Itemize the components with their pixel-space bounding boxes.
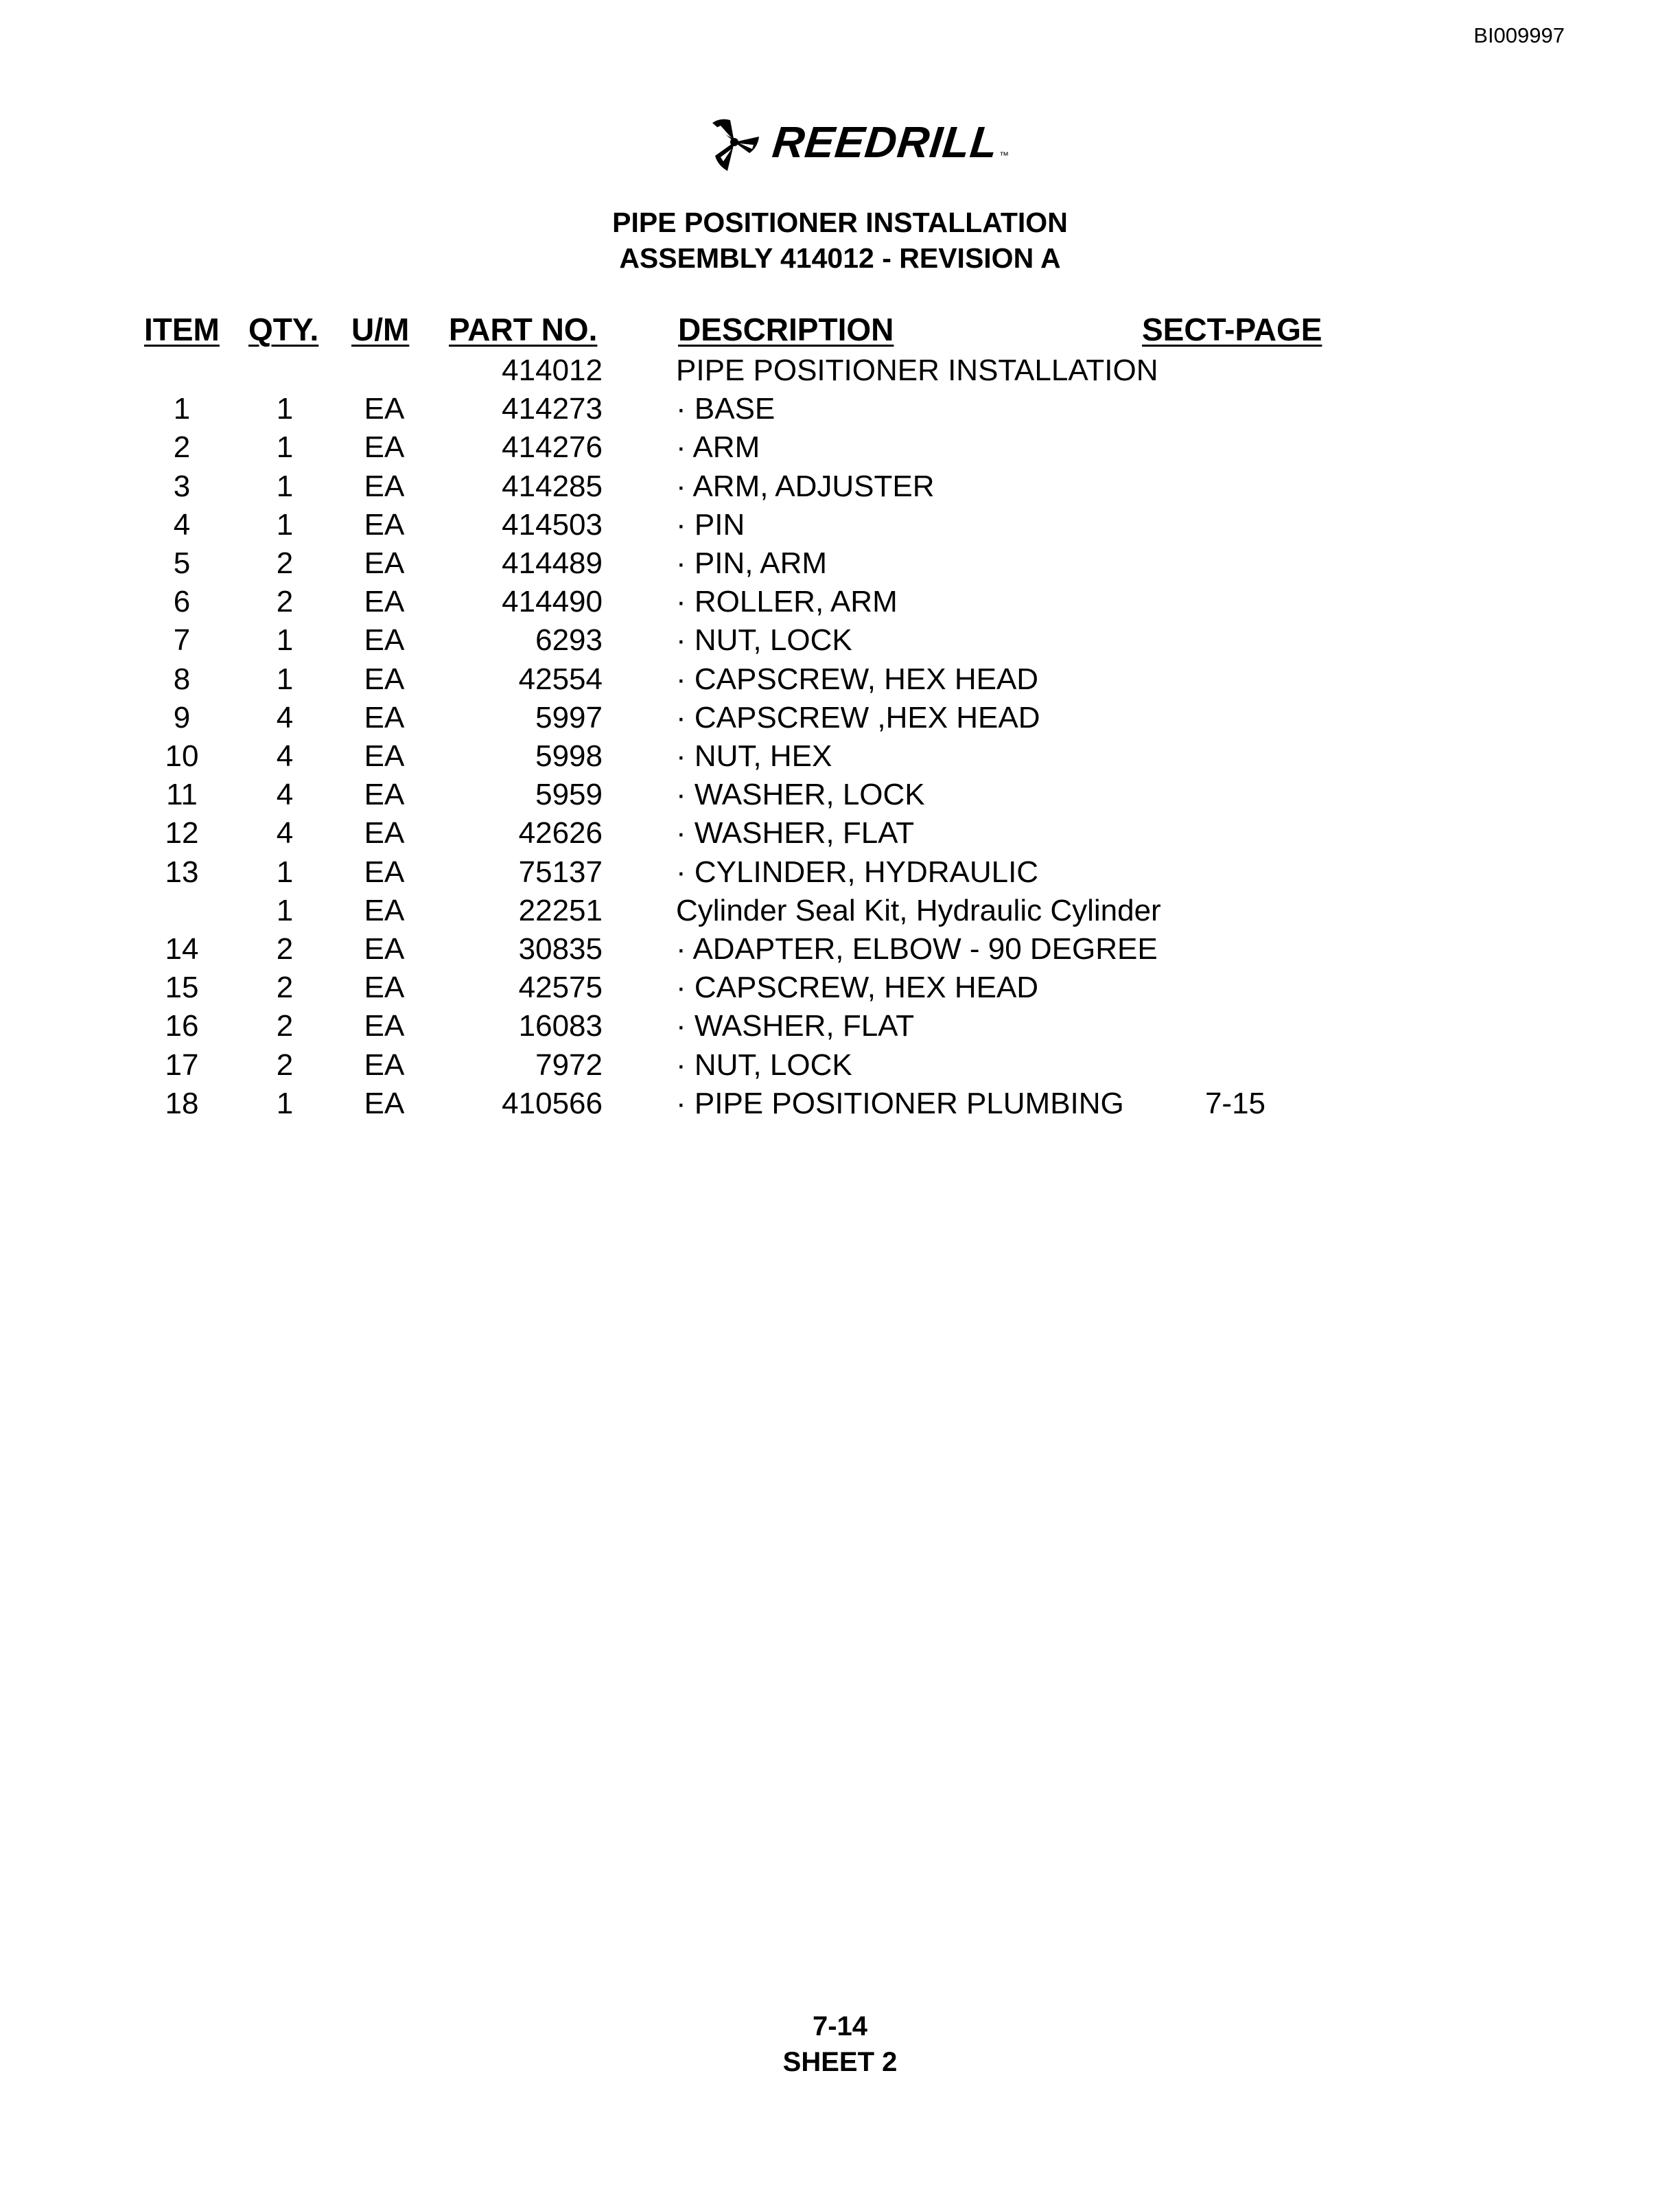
table-row — [0, 583, 1680, 621]
cell-qty: 2 — [276, 1009, 294, 1043]
cell-item: 11 — [166, 778, 198, 811]
cell-um: EA — [364, 470, 405, 503]
cell-part-no: 30835 — [518, 932, 603, 966]
cell-description: · CYLINDER, HYDRAULIC — [676, 855, 1039, 889]
cell-um: EA — [364, 971, 405, 1004]
sheet-number: SHEET 2 — [782, 2047, 898, 2077]
cell-item: 1 — [173, 392, 191, 426]
cell-description: PIPE POSITIONER INSTALLATION — [676, 354, 1158, 387]
cell-item: 15 — [165, 971, 199, 1004]
table-row — [0, 892, 1680, 930]
cell-sect-page: 7-15 — [1204, 1087, 1266, 1120]
table-row — [0, 1007, 1680, 1045]
cell-part-no: 414273 — [502, 392, 603, 426]
cell-qty: 1 — [276, 1087, 294, 1120]
header-part-no: PART NO. — [449, 312, 598, 347]
cell-item: 4 — [173, 508, 191, 542]
cell-description: · PIN, ARM — [676, 546, 828, 580]
reedrill-logo — [700, 104, 1009, 180]
header-qty: QTY. — [248, 312, 319, 347]
header-description: DESCRIPTION — [678, 312, 894, 347]
cell-qty: 2 — [276, 971, 294, 1004]
table-row — [0, 660, 1680, 699]
cell-um: EA — [364, 430, 405, 464]
cell-description: · PIN — [676, 508, 745, 542]
cell-um: EA — [364, 894, 405, 927]
table-row — [0, 621, 1680, 660]
cell-item: 9 — [173, 701, 191, 734]
table-row — [0, 467, 1680, 506]
cell-part-no: 6293 — [535, 623, 603, 657]
logo-wordmark — [770, 117, 1001, 167]
cell-part-no: 5959 — [535, 778, 603, 811]
cell-um: EA — [364, 739, 405, 773]
cell-um: EA — [364, 778, 405, 811]
cell-description: · NUT, LOCK — [676, 623, 852, 657]
cell-item: 17 — [165, 1048, 199, 1082]
cell-description: · WASHER, FLAT — [676, 1009, 915, 1043]
cell-qty: 1 — [276, 855, 294, 889]
table-row — [0, 1046, 1680, 1085]
cell-description: · CAPSCREW, HEX HEAD — [676, 971, 1039, 1004]
logo-text: REEDRILL — [770, 117, 1001, 167]
table-row — [0, 544, 1680, 583]
cell-description: · CAPSCREW, HEX HEAD — [676, 662, 1039, 696]
cell-item: 16 — [165, 1009, 199, 1043]
cell-qty: 4 — [276, 816, 294, 850]
cell-um: EA — [364, 701, 405, 734]
cell-description: · PIPE POSITIONER PLUMBING — [676, 1087, 1124, 1120]
cell-item: 14 — [165, 932, 199, 966]
cell-description: · ROLLER, ARM — [676, 585, 898, 618]
table-row — [0, 814, 1680, 853]
cell-part-no: 42575 — [518, 971, 603, 1004]
table-row — [0, 1085, 1680, 1123]
cell-description: · NUT, HEX — [676, 739, 832, 773]
cell-item: 7 — [173, 623, 191, 657]
cell-um: EA — [364, 392, 405, 426]
cell-um: EA — [364, 546, 405, 580]
table-row — [0, 699, 1680, 737]
cell-item: 13 — [165, 855, 199, 889]
cell-um: EA — [364, 816, 405, 850]
document-title-line-1: PIPE POSITIONER INSTALLATION — [612, 207, 1068, 238]
cell-description: Cylinder Seal Kit, Hydraulic Cylinder — [676, 894, 1161, 927]
document-id: BI009997 — [1473, 23, 1565, 47]
cell-description: · NUT, LOCK — [676, 1048, 852, 1082]
table-row — [0, 428, 1680, 467]
cell-um: EA — [364, 662, 405, 696]
table-row — [0, 969, 1680, 1007]
cell-qty: 1 — [276, 470, 294, 503]
cell-description: · ADAPTER, ELBOW - 90 DEGREE — [676, 932, 1158, 966]
table-row — [0, 351, 1680, 390]
cell-um: EA — [364, 1009, 405, 1043]
cell-item: 2 — [173, 430, 191, 464]
cell-item: 8 — [173, 662, 191, 696]
cell-part-no: 414503 — [502, 508, 603, 542]
logo-trademark: ™ — [999, 150, 1009, 161]
cell-um: EA — [364, 508, 405, 542]
cell-part-no: 414489 — [502, 546, 603, 580]
cell-item: 6 — [173, 585, 191, 618]
cell-qty: 1 — [276, 392, 294, 426]
cell-um: EA — [364, 855, 405, 889]
cell-item: 3 — [173, 470, 191, 503]
cell-um: EA — [364, 585, 405, 618]
cell-part-no: 414490 — [502, 585, 603, 618]
cell-qty: 1 — [276, 894, 294, 927]
reedrill-logo-icon — [700, 108, 769, 176]
table-row — [0, 506, 1680, 544]
table-row — [0, 390, 1680, 428]
cell-qty: 2 — [276, 1048, 294, 1082]
table-row — [0, 737, 1680, 776]
cell-qty: 1 — [276, 623, 294, 657]
cell-part-no: 414276 — [502, 430, 603, 464]
cell-part-no: 22251 — [518, 894, 603, 927]
cell-description: · CAPSCREW ,HEX HEAD — [676, 701, 1040, 734]
table-row — [0, 776, 1680, 814]
cell-item: 10 — [165, 739, 199, 773]
cell-um: EA — [364, 623, 405, 657]
cell-um: EA — [364, 932, 405, 966]
cell-part-no: 414012 — [502, 354, 603, 387]
cell-qty: 4 — [276, 739, 294, 773]
cell-part-no: 410566 — [502, 1087, 603, 1120]
cell-qty: 2 — [276, 932, 294, 966]
cell-qty: 1 — [276, 430, 294, 464]
cell-part-no: 42626 — [518, 816, 603, 850]
header-item: ITEM — [144, 312, 220, 347]
cell-part-no: 5998 — [535, 739, 603, 773]
cell-qty: 1 — [276, 508, 294, 542]
cell-qty: 4 — [276, 778, 294, 811]
cell-part-no: 414285 — [502, 470, 603, 503]
cell-part-no: 5997 — [535, 701, 603, 734]
cell-part-no: 42554 — [518, 662, 603, 696]
cell-part-no: 16083 — [518, 1009, 603, 1043]
cell-qty: 4 — [276, 701, 294, 734]
header-um: U/M — [351, 312, 410, 347]
cell-qty: 2 — [276, 546, 294, 580]
cell-description: · BASE — [676, 392, 775, 426]
cell-item: 18 — [165, 1087, 199, 1120]
page-number: 7-14 — [812, 2011, 868, 2041]
cell-um: EA — [364, 1048, 405, 1082]
document-title-line-2: ASSEMBLY 414012 - REVISION A — [619, 242, 1061, 274]
cell-part-no: 75137 — [518, 855, 603, 889]
cell-description: · WASHER, FLAT — [676, 816, 915, 850]
cell-qty: 2 — [276, 585, 294, 618]
header-sect-page: SECT-PAGE — [1142, 312, 1322, 347]
cell-item: 5 — [173, 546, 191, 580]
table-row — [0, 853, 1680, 892]
cell-description: · WASHER, LOCK — [676, 778, 925, 811]
cell-part-no: 7972 — [535, 1048, 603, 1082]
table-row — [0, 930, 1680, 969]
cell-um: EA — [364, 1087, 405, 1120]
cell-item: 12 — [165, 816, 199, 850]
cell-qty: 1 — [276, 662, 294, 696]
cell-description: · ARM, ADJUSTER — [676, 470, 935, 503]
cell-description: · ARM — [676, 430, 760, 464]
